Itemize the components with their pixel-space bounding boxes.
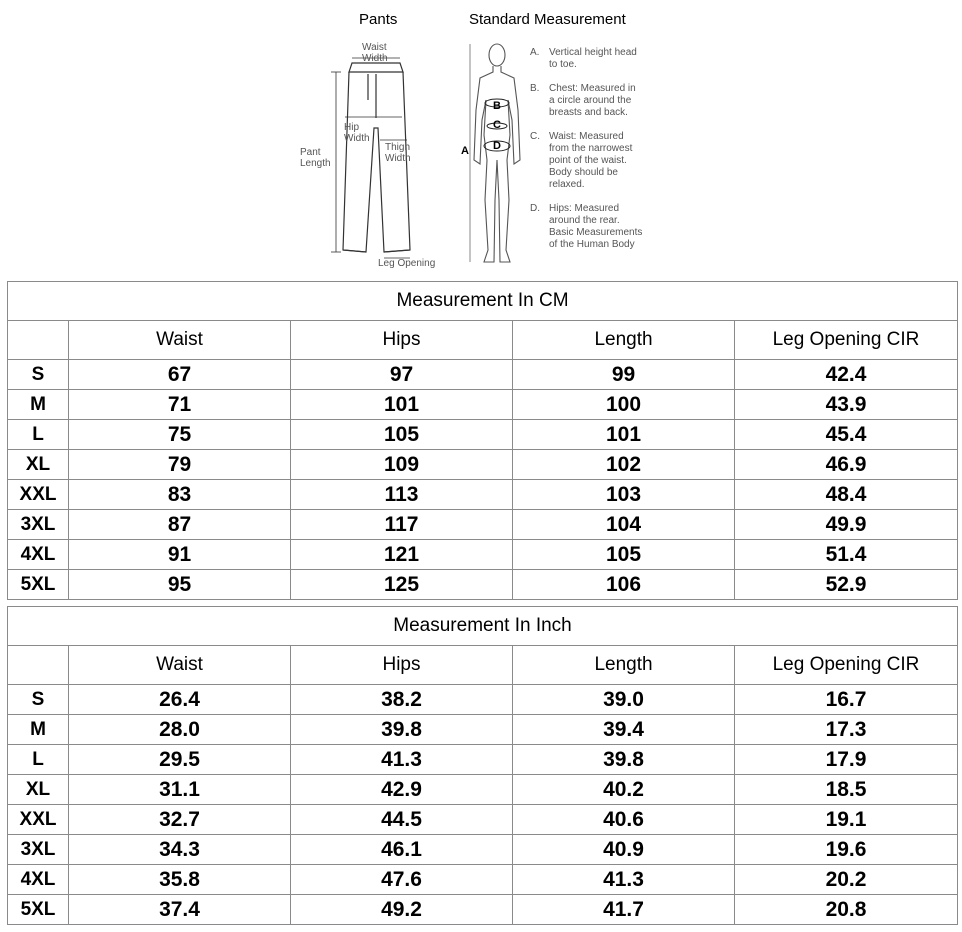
body-letter-b: B: [493, 100, 501, 112]
table-row: [8, 510, 958, 540]
size-label-cell: L: [8, 745, 69, 775]
value-cell: 91: [69, 540, 291, 570]
header-cell: Waist: [69, 321, 291, 360]
value-cell: 109: [291, 450, 513, 480]
header-cell: [8, 646, 69, 685]
table-row: [8, 715, 958, 745]
value-cell: 105: [513, 540, 735, 570]
note-letter-d: D.: [530, 203, 540, 214]
size-label-cell: 5XL: [8, 895, 69, 925]
value-cell: 49.2: [291, 895, 513, 925]
value-cell: 99: [513, 360, 735, 390]
size-label-cell: S: [8, 360, 69, 390]
waist-width-label: Waist Width: [362, 42, 388, 64]
value-cell: 104: [513, 510, 735, 540]
table-row: [8, 685, 958, 715]
value-cell: 103: [513, 480, 735, 510]
table-row: [8, 480, 958, 510]
size-label-cell: M: [8, 715, 69, 745]
value-cell: 101: [513, 420, 735, 450]
value-cell: 19.1: [735, 805, 958, 835]
size-label-cell: L: [8, 420, 69, 450]
header-cell: Hips: [291, 646, 513, 685]
note-letter-a: A.: [530, 47, 540, 58]
value-cell: 19.6: [735, 835, 958, 865]
value-cell: 117: [291, 510, 513, 540]
inch-size-table: [7, 606, 958, 925]
value-cell: 45.4: [735, 420, 958, 450]
value-cell: 83: [69, 480, 291, 510]
value-cell: 113: [291, 480, 513, 510]
note-text-d: Hips: Measured around the rear. Basic Measurements of the Human Body: [549, 203, 643, 250]
leg-opening-label: Leg Opening: [378, 258, 436, 269]
value-cell: 31.1: [69, 775, 291, 805]
value-cell: 71: [69, 390, 291, 420]
value-cell: 29.5: [69, 745, 291, 775]
standard-measurement-title: Standard Measurement: [469, 11, 626, 28]
value-cell: 20.2: [735, 865, 958, 895]
size-label-cell: 3XL: [8, 835, 69, 865]
value-cell: 42.9: [291, 775, 513, 805]
value-cell: 41.3: [513, 865, 735, 895]
value-cell: 101: [291, 390, 513, 420]
pant-length-label: Pant Length: [300, 147, 331, 169]
header-cell: Length: [513, 321, 735, 360]
cm-table-caption: Measurement In CM: [8, 282, 958, 321]
note-letter-b: B.: [530, 83, 540, 94]
body-letter-c: C: [493, 119, 501, 131]
value-cell: 42.4: [735, 360, 958, 390]
body-letter-d: D: [493, 140, 501, 152]
size-label-cell: 3XL: [8, 510, 69, 540]
value-cell: 48.4: [735, 480, 958, 510]
header-cell: Waist: [69, 646, 291, 685]
value-cell: 17.9: [735, 745, 958, 775]
value-cell: 41.7: [513, 895, 735, 925]
value-cell: 75: [69, 420, 291, 450]
value-cell: 39.4: [513, 715, 735, 745]
size-label-cell: XL: [8, 450, 69, 480]
value-cell: 49.9: [735, 510, 958, 540]
value-cell: 39.8: [513, 745, 735, 775]
value-cell: 44.5: [291, 805, 513, 835]
note-letter-c: C.: [530, 131, 540, 142]
table-row: [8, 540, 958, 570]
header-cell: Leg Opening CIR: [735, 321, 958, 360]
value-cell: 102: [513, 450, 735, 480]
table-row: [8, 745, 958, 775]
value-cell: 38.2: [291, 685, 513, 715]
value-cell: 32.7: [69, 805, 291, 835]
size-label-cell: XXL: [8, 480, 69, 510]
table-header-row: [8, 321, 958, 360]
value-cell: 121: [291, 540, 513, 570]
pants-and-body-illustration: [0, 0, 962, 278]
table-row: [8, 865, 958, 895]
note-text-b: Chest: Measured in a circle around the breasts and back.: [549, 83, 636, 118]
value-cell: 43.9: [735, 390, 958, 420]
value-cell: 18.5: [735, 775, 958, 805]
value-cell: 26.4: [69, 685, 291, 715]
cm-size-table: [7, 281, 958, 600]
table-row: [8, 835, 958, 865]
table-row: [8, 570, 958, 600]
size-label-cell: XXL: [8, 805, 69, 835]
value-cell: 40.6: [513, 805, 735, 835]
value-cell: 16.7: [735, 685, 958, 715]
size-label-cell: 5XL: [8, 570, 69, 600]
human-body-icon: [474, 44, 520, 262]
size-label-cell: 4XL: [8, 540, 69, 570]
note-text-a: Vertical height head to toe.: [549, 47, 637, 70]
value-cell: 95: [69, 570, 291, 600]
value-cell: 51.4: [735, 540, 958, 570]
value-cell: 39.0: [513, 685, 735, 715]
thigh-width-label: Thigh Width: [385, 142, 411, 164]
value-cell: 41.3: [291, 745, 513, 775]
value-cell: 67: [69, 360, 291, 390]
table-row: [8, 805, 958, 835]
value-cell: 20.8: [735, 895, 958, 925]
value-cell: 40.2: [513, 775, 735, 805]
note-text-c: Waist: Measured from the narrowest point of the waist. Body should be relaxed.: [549, 131, 633, 190]
hip-width-label: Hip Width: [344, 122, 370, 144]
value-cell: 35.8: [69, 865, 291, 895]
value-cell: 39.8: [291, 715, 513, 745]
value-cell: 105: [291, 420, 513, 450]
value-cell: 125: [291, 570, 513, 600]
table-header-row: [8, 646, 958, 685]
size-label-cell: S: [8, 685, 69, 715]
value-cell: 97: [291, 360, 513, 390]
value-cell: 28.0: [69, 715, 291, 745]
header-cell: [8, 321, 69, 360]
size-diagram: [0, 0, 962, 278]
table-row: [8, 360, 958, 390]
body-letter-a: A: [461, 145, 469, 157]
value-cell: 46.9: [735, 450, 958, 480]
table-row: [8, 420, 958, 450]
value-cell: 46.1: [291, 835, 513, 865]
table-row: [8, 895, 958, 925]
pants-title: Pants: [359, 11, 398, 28]
value-cell: 17.3: [735, 715, 958, 745]
header-cell: Length: [513, 646, 735, 685]
value-cell: 34.3: [69, 835, 291, 865]
value-cell: 100: [513, 390, 735, 420]
value-cell: 106: [513, 570, 735, 600]
inch-table-caption: Measurement In Inch: [8, 607, 958, 646]
value-cell: 40.9: [513, 835, 735, 865]
size-label-cell: 4XL: [8, 865, 69, 895]
header-cell: Hips: [291, 321, 513, 360]
value-cell: 79: [69, 450, 291, 480]
value-cell: 87: [69, 510, 291, 540]
value-cell: 47.6: [291, 865, 513, 895]
value-cell: 52.9: [735, 570, 958, 600]
size-label-cell: M: [8, 390, 69, 420]
size-label-cell: XL: [8, 775, 69, 805]
table-row: [8, 450, 958, 480]
table-row: [8, 775, 958, 805]
value-cell: 37.4: [69, 895, 291, 925]
table-row: [8, 390, 958, 420]
header-cell: Leg Opening CIR: [735, 646, 958, 685]
